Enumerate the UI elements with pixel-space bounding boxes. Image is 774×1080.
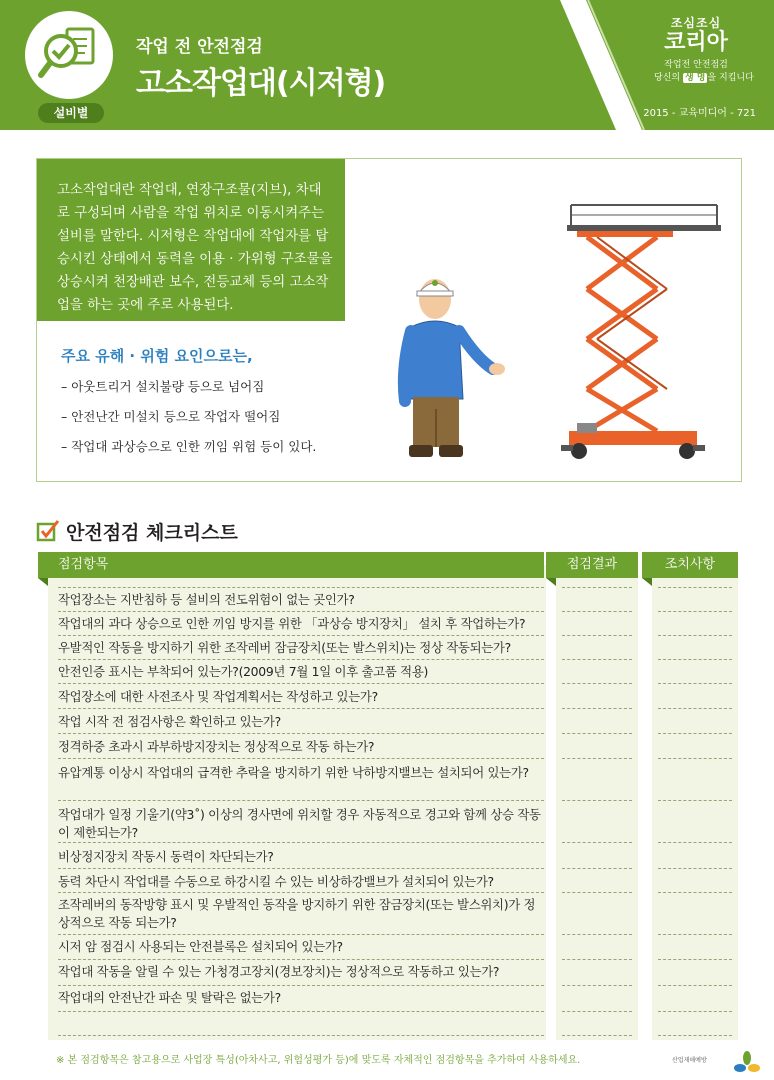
column-header-item: 점검항목 bbox=[38, 552, 544, 578]
row-separator bbox=[658, 635, 732, 636]
row-separator bbox=[58, 800, 544, 801]
result-column-bg bbox=[556, 565, 638, 1040]
column-header-action: 조치사항 bbox=[642, 552, 738, 578]
organization-leaf-icon bbox=[734, 1050, 760, 1076]
row-separator bbox=[58, 868, 544, 869]
row-separator bbox=[658, 1035, 732, 1036]
checklist-item: 비상정지장치 작동시 동력이 차단되는가? bbox=[58, 849, 274, 864]
brand-slogan-2: 당신의 생 명 을 지킵니다 bbox=[654, 73, 754, 83]
checklist-item: 유압계통 이상시 작업대의 급격한 추락을 방지하기 위한 낙하방지밸브는 설치되어 있는가? bbox=[58, 765, 529, 780]
row-separator bbox=[562, 892, 632, 893]
row-separator bbox=[58, 892, 544, 893]
row-separator bbox=[58, 934, 544, 935]
row-separator bbox=[658, 934, 732, 935]
risk-heading: 주요 유해 · 위험 요인으로는, bbox=[61, 347, 253, 365]
brand-logo bbox=[654, 14, 754, 83]
row-separator bbox=[562, 959, 632, 960]
row-separator bbox=[658, 733, 732, 734]
row-separator bbox=[562, 683, 632, 684]
footer-org-text: 산업재해예방 bbox=[672, 1057, 707, 1064]
row-separator bbox=[658, 683, 732, 684]
row-separator bbox=[658, 868, 732, 869]
checklist-item: 조작레버의 동작방향 표시 및 우발적인 동작을 방지하기 위한 잠금장치(또는 발스위치)가 정상적으로 작동 되는가? bbox=[58, 897, 536, 930]
row-separator bbox=[658, 985, 732, 986]
page-subtitle: 작업 전 안전점검 bbox=[136, 37, 263, 57]
page-header bbox=[0, 0, 774, 130]
issue-number: 2015 - 교육미디어 - 721 bbox=[643, 108, 756, 119]
row-separator bbox=[58, 733, 544, 734]
risk-item: – 작업대 과상승으로 인한 끼임 위험 등이 있다. bbox=[61, 439, 317, 454]
row-separator bbox=[658, 708, 732, 709]
row-separator bbox=[58, 611, 544, 612]
row-separator bbox=[658, 959, 732, 960]
intro-box bbox=[36, 158, 742, 482]
intro-description-panel bbox=[37, 159, 345, 321]
brand-top-text: 조심조심 bbox=[670, 16, 722, 30]
row-separator bbox=[658, 659, 732, 660]
row-separator bbox=[58, 708, 544, 709]
row-separator bbox=[658, 587, 732, 588]
checklist-item: 작업장소는 지반침하 등 설비의 전도위험이 없는 곳인가? bbox=[58, 592, 355, 607]
row-separator bbox=[562, 659, 632, 660]
row-separator bbox=[658, 758, 732, 759]
checklist-item: 동력 차단시 작업대를 수동으로 하강시킬 수 있는 비상하강밸브가 설치되어 있는가? bbox=[58, 874, 494, 889]
checklist-item: 작업장소에 대한 사전조사 및 작업계획서는 작성하고 있는가? bbox=[58, 689, 378, 704]
row-separator bbox=[58, 758, 544, 759]
row-separator bbox=[58, 587, 544, 588]
row-separator bbox=[562, 611, 632, 612]
row-separator bbox=[562, 1035, 632, 1036]
row-separator bbox=[562, 758, 632, 759]
brand-slogan-1: 작업전 안전점검 bbox=[664, 60, 728, 70]
action-column-bg bbox=[652, 565, 738, 1040]
row-separator bbox=[562, 800, 632, 801]
checklist-item: 정격하중 초과시 과부하방지장치는 정상적으로 작동 하는가? bbox=[58, 739, 375, 754]
row-separator bbox=[562, 985, 632, 986]
row-separator bbox=[58, 842, 544, 843]
row-separator bbox=[562, 842, 632, 843]
row-separator bbox=[58, 985, 544, 986]
row-separator bbox=[562, 868, 632, 869]
checkbox-icon bbox=[36, 518, 60, 542]
checklist-item: 우발적인 작동을 방지하기 위한 조작레버 잠금장치(또는 발스위치)는 정상 작동되는가? bbox=[58, 640, 511, 655]
row-separator bbox=[58, 1011, 544, 1012]
risk-item: – 안전난간 미설치 등으로 작업자 떨어짐 bbox=[61, 409, 281, 424]
row-separator bbox=[562, 587, 632, 588]
row-separator bbox=[58, 659, 544, 660]
checklist-item: 작업대가 일정 기울기(약3˚) 이상의 경사면에 위치할 경우 자동적으로 경고와 함께 상승 작동이 제한되는가? bbox=[58, 807, 541, 840]
row-separator bbox=[562, 934, 632, 935]
row-separator bbox=[562, 635, 632, 636]
scissor-lift-worker-illustration bbox=[397, 179, 727, 469]
checklist-item: 작업 시작 전 점검사항은 확인하고 있는가? bbox=[58, 714, 281, 729]
brand-main-text: 코리아 bbox=[664, 30, 728, 55]
checklist-item: 작업대의 안전난간 파손 및 탈락은 없는가? bbox=[58, 990, 281, 1005]
checklist-title: 안전점검 체크리스트 bbox=[66, 522, 238, 544]
row-separator bbox=[58, 683, 544, 684]
column-header-result: 점검결과 bbox=[546, 552, 638, 578]
row-separator bbox=[658, 800, 732, 801]
checklist-item: 작업대 작동을 알릴 수 있는 가청경고장치(경보장치)는 정상적으로 작동하고 있는가? bbox=[58, 964, 500, 979]
checklist-item: 작업대의 과다 상승으로 인한 끼임 방지를 위한 「과상승 방지장치」 설치 후 작업하는가? bbox=[58, 616, 526, 631]
intro-description: 고소작업대란 작업대, 연장구조물(지브), 차대로 구성되며 사람을 작업 위치로 이동시켜주는 설비를 말한다. 시저형은 작업대에 작업자를 탑승시킨 상태에서 동력을 이용 · 가위형 구조물을 상승시켜 천장배관 보수, 전등교체 등의 고소작업을 하는 곳에 주로 사용된다. bbox=[57, 183, 333, 313]
category-tag: 설비별 bbox=[38, 103, 104, 123]
risk-item: – 아웃트리거 설치불량 등으로 넘어짐 bbox=[61, 379, 265, 394]
row-separator bbox=[58, 1035, 544, 1036]
footnote: ※ 본 점검항목은 참고용으로 사업장 특성(아차사고, 위험성평가 등)에 맞도록 자체적인 점검항목을 추가하여 사용하세요. bbox=[56, 1055, 581, 1066]
row-separator bbox=[58, 959, 544, 960]
checklist-item: 시저 암 점검시 사용되는 안전블록은 설치되어 있는가? bbox=[58, 939, 343, 954]
page-title: 고소작업대(시저형) bbox=[136, 66, 386, 101]
row-separator bbox=[562, 708, 632, 709]
checklist-item: 안전인증 표시는 부착되어 있는가?(2009년 7월 1일 이후 출고품 적용) bbox=[58, 664, 429, 679]
row-separator bbox=[562, 733, 632, 734]
checklist-magnifier-icon bbox=[22, 8, 116, 102]
row-separator bbox=[658, 892, 732, 893]
row-separator bbox=[658, 842, 732, 843]
row-separator bbox=[658, 1011, 732, 1012]
row-separator bbox=[58, 635, 544, 636]
row-separator bbox=[562, 1011, 632, 1012]
row-separator bbox=[658, 611, 732, 612]
